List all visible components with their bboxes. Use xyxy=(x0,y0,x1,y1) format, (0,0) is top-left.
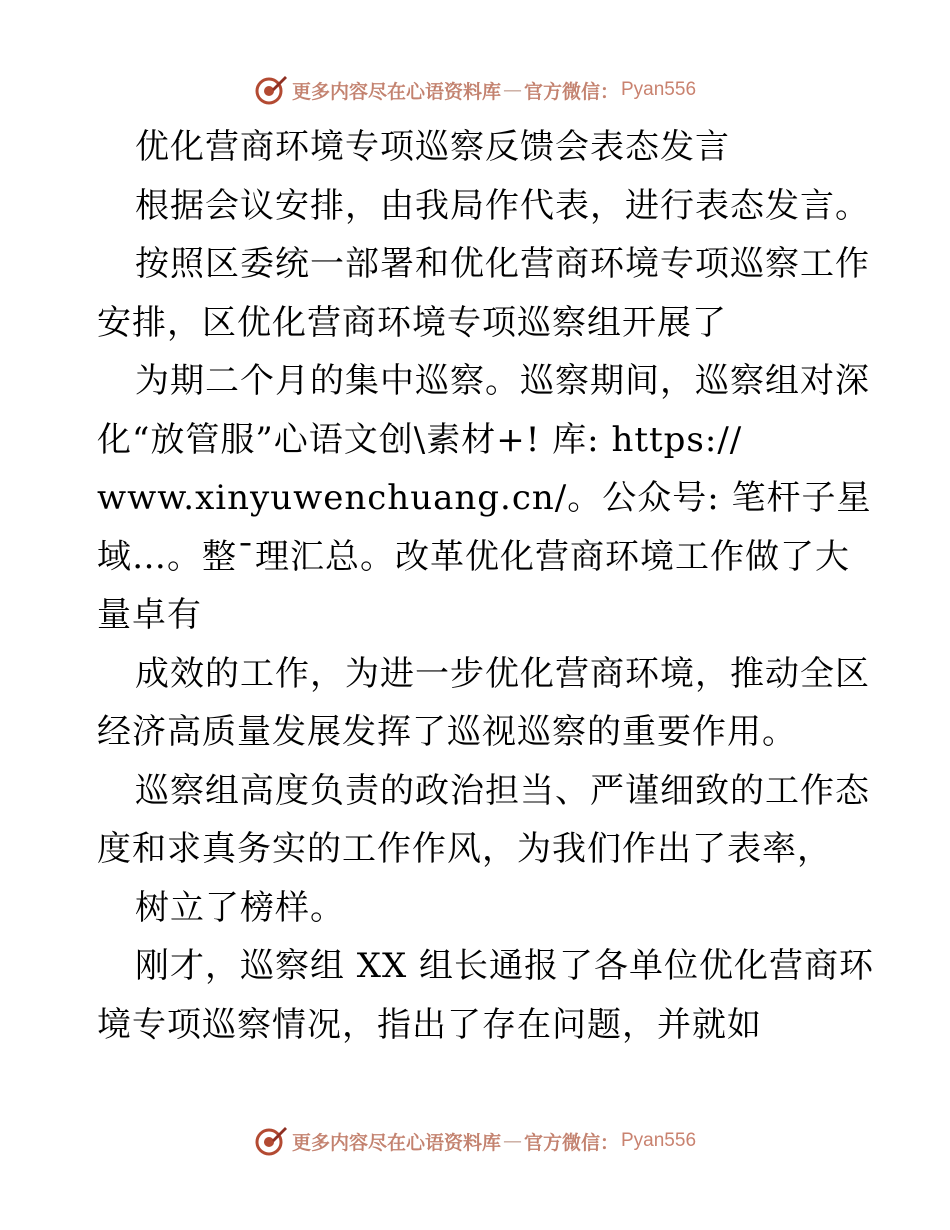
doc-line: 成效的工作，为进一步优化营商环境，推动全区 xyxy=(135,653,870,694)
doc-line: 化“放管服”心语文创\素材+! 库: https:// xyxy=(97,419,743,460)
doc-line: 刚才，巡察组 XX 组长通报了各单位优化营商环 xyxy=(135,946,875,986)
doc-line: 经济高质量发展发挥了巡视巡察的重要作用。 xyxy=(97,712,797,752)
header-watermark xyxy=(0,70,950,110)
doc-line: 按照区委统一部署和优化营商环境专项巡察工作 xyxy=(135,244,870,284)
watermark-wechat-label: 官方微信： xyxy=(523,80,619,103)
doc-line: www.xinyuwenchuang.cn/。公众号: 笔杆子星 xyxy=(97,478,872,518)
watermark-wechat-id: Pyan556 xyxy=(621,79,697,100)
watermark-separator: — xyxy=(502,79,522,101)
watermark-site-text: 更多内容尽在心语资料库 xyxy=(291,80,501,103)
footer-watermark xyxy=(0,1121,950,1161)
watermark-separator: — xyxy=(502,1130,522,1152)
doc-line: 度和求真务实的工作作风，为我们作出了表率， xyxy=(97,829,832,869)
quill-logo-icon xyxy=(254,73,288,107)
doc-line: 根据会议安排，由我局作代表，进行表态发言。 xyxy=(135,185,870,226)
doc-line: 巡察组高度负责的政治担当、严谨细致的工作态 xyxy=(135,770,870,811)
doc-line: 安排，区优化营商环境专项巡察组开展了 xyxy=(97,302,727,343)
quill-logo-icon xyxy=(254,1124,288,1158)
doc-line: 树立了榜样。 xyxy=(135,887,345,928)
doc-line: 境专项巡察情况，指出了存在问题，并就如 xyxy=(97,1004,762,1045)
doc-line: 优化营商环境专项巡察反馈会表态发言 xyxy=(135,127,730,167)
document-body xyxy=(97,118,875,1054)
doc-line: 域…。整¯理汇总。改革优化营商环境工作做了大 xyxy=(97,536,850,577)
doc-line: 量卓有 xyxy=(97,595,202,635)
watermark-wechat-label: 官方微信： xyxy=(523,1131,619,1154)
watermark-wechat-id: Pyan556 xyxy=(621,1130,697,1151)
doc-line: 为期二个月的集中巡察。巡察期间，巡察组对深 xyxy=(135,361,870,401)
watermark-site-text: 更多内容尽在心语资料库 xyxy=(291,1131,501,1154)
